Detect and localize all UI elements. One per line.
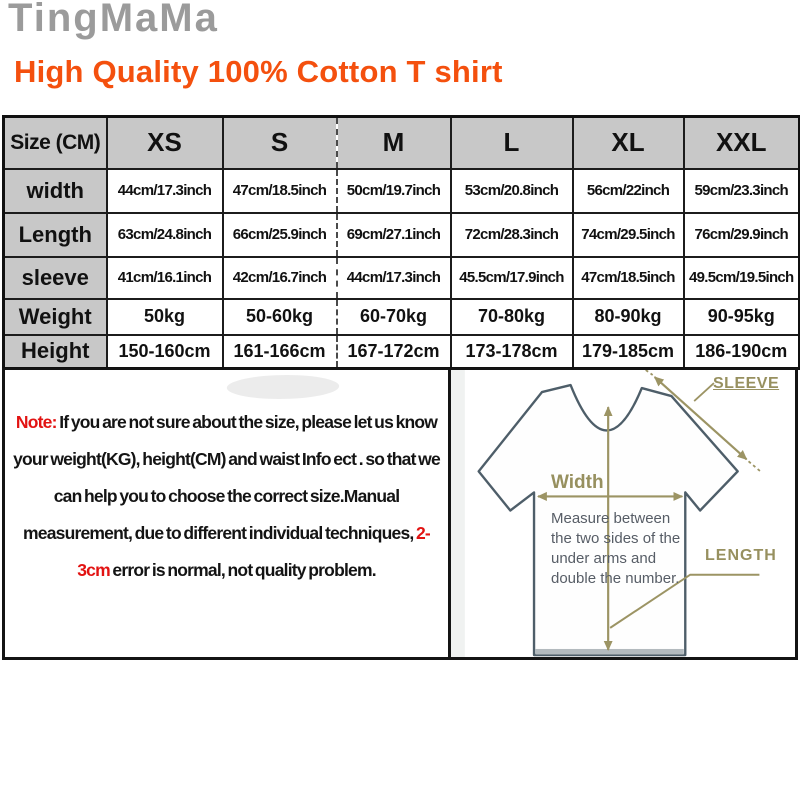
size-table xyxy=(2,115,800,370)
brand-logo: TingMaMa xyxy=(8,0,219,40)
table-row-width xyxy=(4,169,800,213)
tshirt-hem-shade xyxy=(536,649,684,655)
width-measure-label: Width xyxy=(551,472,604,493)
sleeve-label-connector xyxy=(694,383,714,401)
photo-artifact-band xyxy=(451,370,465,657)
size-cell: 66cm/25.9inch xyxy=(223,213,337,257)
size-cell: 173-178cm xyxy=(451,335,573,369)
size-cell: 161-166cm xyxy=(223,335,337,369)
size-cell: 72cm/28.3inch xyxy=(451,213,573,257)
size-unit-header: Size (CM) xyxy=(4,117,107,169)
row-label-height: Height xyxy=(4,335,107,369)
size-cell: 47cm/18.5inch xyxy=(573,257,684,299)
length-measure-label: LENGTH xyxy=(705,547,777,564)
row-label-weight: Weight xyxy=(4,299,107,335)
size-cell: 56cm/22inch xyxy=(573,169,684,213)
note-body-2: error is normal, not quality problem. xyxy=(112,560,376,580)
note-body-1: If you are not sure about the size, please let us know your weight(KG), height(CM) and waist Info ect . so that we can help you to choose the correct size.Manual measurement, due to different individual techniques, xyxy=(13,412,440,543)
size-cell: 60-70kg xyxy=(337,299,451,335)
table-row-length xyxy=(4,213,800,257)
size-cell: 186-190cm xyxy=(684,335,800,369)
size-cell: 150-160cm xyxy=(107,335,223,369)
measure-instructions: Measure between the two sides of the under arms and double the number. xyxy=(551,510,681,587)
size-cell: 80-90kg xyxy=(573,299,684,335)
size-cell: 42cm/16.7inch xyxy=(223,257,337,299)
col-header-s: S xyxy=(223,117,337,169)
bottom-section xyxy=(2,368,798,660)
size-cell: 44cm/17.3inch xyxy=(337,257,451,299)
size-cell: 50-60kg xyxy=(223,299,337,335)
size-cell: 63cm/24.8inch xyxy=(107,213,223,257)
sleeve-arrow-dashed-bottom xyxy=(749,461,761,471)
col-header-m: M xyxy=(337,117,451,169)
size-cell: 90-95kg xyxy=(684,299,800,335)
measurement-diagram xyxy=(448,368,798,660)
note-label: Note: xyxy=(15,412,57,432)
col-header-xs: XS xyxy=(107,117,223,169)
size-cell: 74cm/29.5inch xyxy=(573,213,684,257)
table-row-sleeve xyxy=(4,257,800,299)
size-cell: 179-185cm xyxy=(573,335,684,369)
size-cell: 53cm/20.8inch xyxy=(451,169,573,213)
size-cell: 70-80kg xyxy=(451,299,573,335)
sleeve-measure-label: SLEEVE xyxy=(713,375,780,392)
size-cell: 47cm/18.5inch xyxy=(223,169,337,213)
row-label-length: Length xyxy=(4,213,107,257)
size-table-header-row xyxy=(4,117,800,169)
table-row-weight xyxy=(4,299,800,335)
sleeve-arrow-dashed-top xyxy=(646,370,653,375)
size-cell: 44cm/17.3inch xyxy=(107,169,223,213)
size-cell: 76cm/29.9inch xyxy=(684,213,800,257)
size-cell: 49.5cm/19.5inch xyxy=(684,257,800,299)
col-header-xl: XL xyxy=(573,117,684,169)
size-cell: 41cm/16.1inch xyxy=(107,257,223,299)
size-cell: 167-172cm xyxy=(337,335,451,369)
col-header-xxl: XXL xyxy=(684,117,800,169)
size-cell: 59cm/23.3inch xyxy=(684,169,800,213)
row-label-sleeve: sleeve xyxy=(4,257,107,299)
size-cell: 45.5cm/17.9inch xyxy=(451,257,573,299)
note-error-highlight: 2-3cm xyxy=(77,523,430,580)
table-row-height xyxy=(4,335,800,369)
size-cell: 50kg xyxy=(107,299,223,335)
note-box xyxy=(2,368,451,660)
row-label-width: width xyxy=(4,169,107,213)
page-title: High Quality 100% Cotton T shirt xyxy=(14,54,503,89)
size-cell: 69cm/27.1inch xyxy=(337,213,451,257)
col-header-l: L xyxy=(451,117,573,169)
size-cell: 50cm/19.7inch xyxy=(337,169,451,213)
size-note xyxy=(5,370,448,589)
